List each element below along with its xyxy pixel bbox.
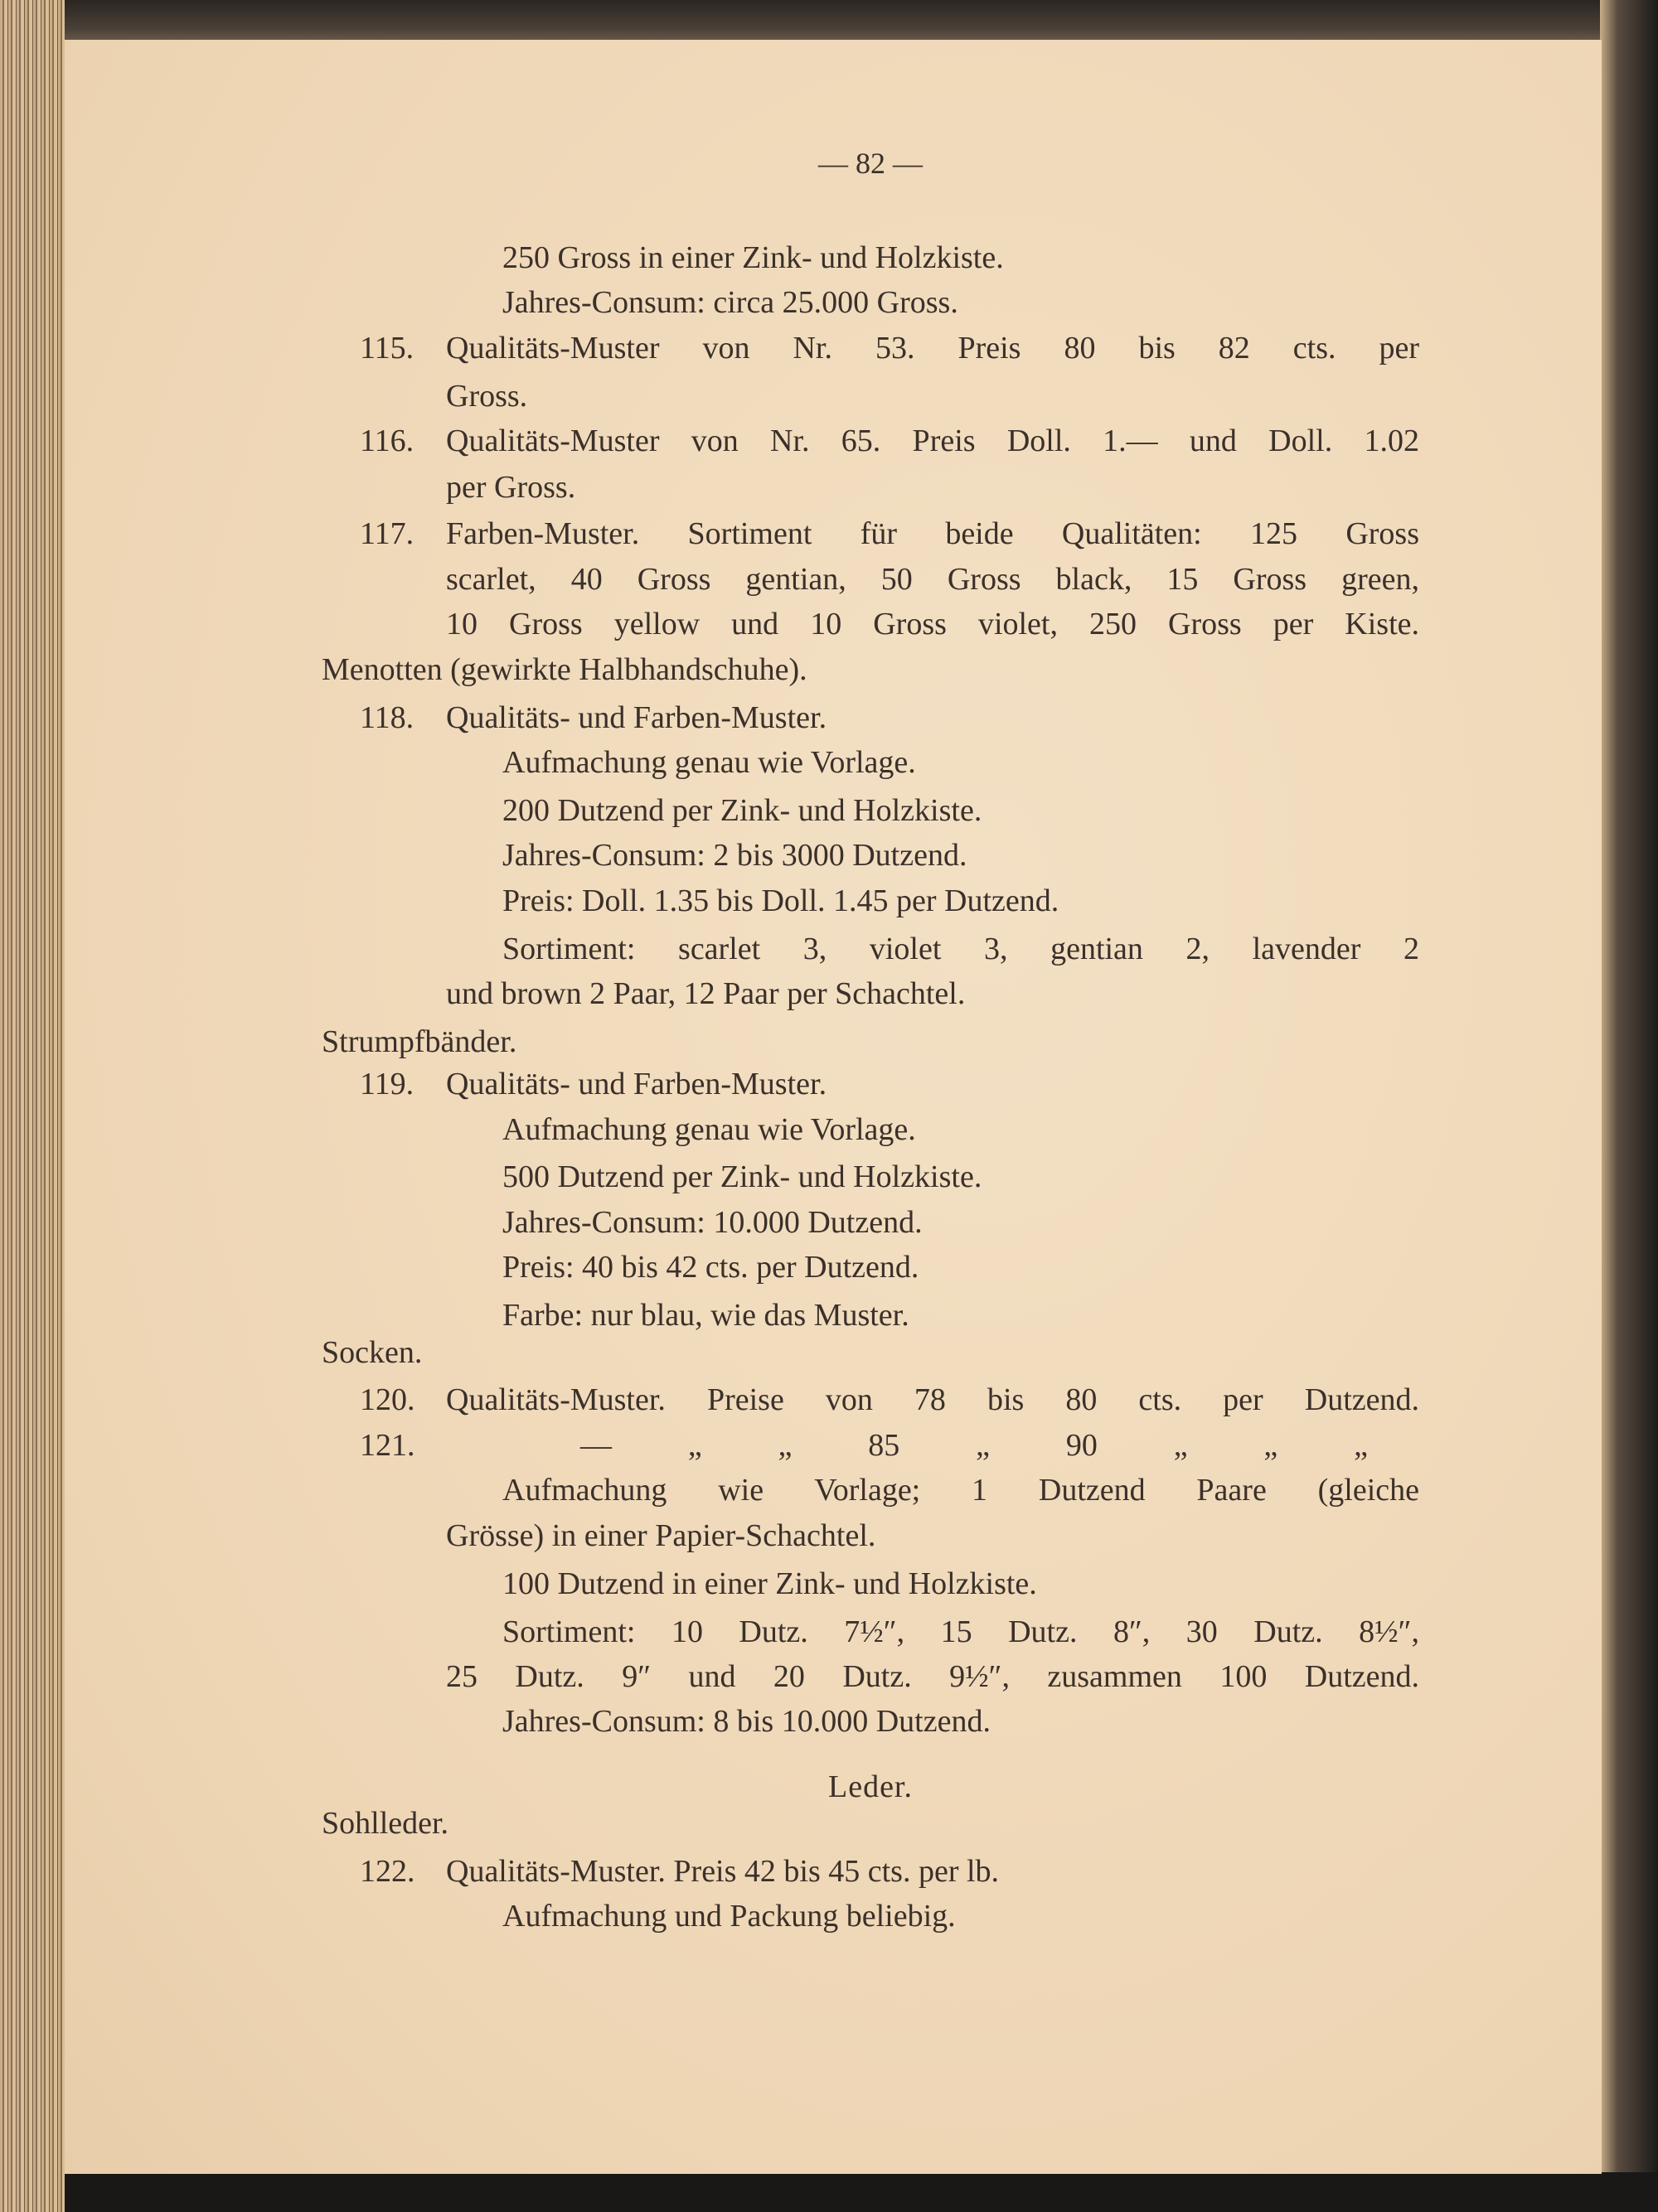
- text-line: Jahres-Consum: circa 25.000 Gross.: [502, 285, 958, 320]
- text-line: 10 Gross yellow und 10 Gross violet, 250 Gross per Kiste.: [446, 607, 1419, 641]
- book-right-edge: [1600, 0, 1658, 2212]
- text-line: 100 Dutzend in einer Zink- und Holzkiste.: [502, 1566, 1037, 1601]
- item-number: 116.: [360, 424, 414, 458]
- text-line: Grösse) in einer Papier-Schachtel.: [446, 1518, 876, 1553]
- text-line: Farbe: nur blau, wie das Muster.: [502, 1298, 909, 1333]
- text-line: Jahres-Consum: 2 bis 3000 Dutzend.: [502, 838, 967, 873]
- ditto-line: — „ „ 85 „ 90 „ „ „: [580, 1428, 1368, 1463]
- text-line: Aufmachung und Packung beliebig.: [502, 1899, 956, 1934]
- item-number: 117.: [360, 516, 414, 551]
- item-number: 118.: [360, 700, 414, 735]
- text-line: 200 Dutzend per Zink- und Holzkiste.: [502, 793, 982, 828]
- section-heading: Strumpfbänder.: [322, 1024, 517, 1059]
- text-line: Qualitäts-Muster von Nr. 53. Preis 80 bis 82 cts. per: [446, 331, 1419, 365]
- text-line: scarlet, 40 Gross gentian, 50 Gross black, 15 Gross green,: [446, 562, 1419, 597]
- text-line: Jahres-Consum: 8 bis 10.000 Dutzend.: [502, 1704, 991, 1739]
- page-number: — 82 —: [818, 147, 923, 180]
- item-number: 121.: [360, 1428, 415, 1463]
- text-line: Gross.: [446, 379, 528, 414]
- book-top-edge: [0, 0, 1658, 41]
- item-number: 119.: [360, 1067, 414, 1101]
- text-line: Sortiment: 10 Dutz. 7½″, 15 Dutz. 8″, 30 Dutz. 8½″,: [502, 1614, 1419, 1649]
- text-line: Qualitäts- und Farben-Muster.: [446, 1067, 827, 1101]
- section-heading: Menotten (gewirkte Halbhandschuhe).: [322, 652, 807, 687]
- text-line: Aufmachung genau wie Vorlage.: [502, 745, 916, 780]
- text-line: Qualitäts-Muster. Preis 42 bis 45 cts. per lb.: [446, 1854, 1000, 1889]
- section-heading: Socken.: [322, 1335, 423, 1370]
- text-line: Preis: 40 bis 42 cts. per Dutzend.: [502, 1250, 919, 1285]
- item-number: 115.: [360, 331, 414, 365]
- text-line: 500 Dutzend per Zink- und Holzkiste.: [502, 1159, 982, 1194]
- text-line: Sortiment: scarlet 3, violet 3, gentian 2, lavender 2: [502, 932, 1419, 966]
- item-number: 122.: [360, 1854, 415, 1889]
- text-line: und brown 2 Paar, 12 Paar per Schachtel.: [446, 976, 966, 1011]
- text-line: 25 Dutz. 9″ und 20 Dutz. 9½″, zusammen 100 Dutzend.: [446, 1659, 1419, 1694]
- text-line: 250 Gross in einer Zink- und Holzkiste.: [502, 240, 1004, 275]
- text-line: Farben-Muster. Sortiment für beide Qualitäten: 125 Gross: [446, 516, 1419, 551]
- chapter-heading: Leder.: [827, 1769, 913, 1804]
- item-number: 120.: [360, 1382, 415, 1417]
- text-line: Qualitäts- und Farben-Muster.: [446, 700, 827, 735]
- text-line: Qualitäts-Muster von Nr. 65. Preis Doll. 1.— und Doll. 1.02: [446, 424, 1419, 458]
- book-binding-edge: [0, 0, 65, 2212]
- section-heading: Sohlleder.: [322, 1806, 449, 1841]
- text-line: Qualitäts-Muster. Preise von 78 bis 80 cts. per Dutzend.: [446, 1382, 1419, 1417]
- text-line: per Gross.: [446, 470, 576, 505]
- scan-bottom-edge: [0, 2172, 1658, 2212]
- text-line: Preis: Doll. 1.35 bis Doll. 1.45 per Dutzend.: [502, 883, 1059, 918]
- text-line: Aufmachung genau wie Vorlage.: [502, 1112, 916, 1147]
- text-line: Aufmachung wie Vorlage; 1 Dutzend Paare (gleiche: [502, 1473, 1419, 1508]
- text-line: Jahres-Consum: 10.000 Dutzend.: [502, 1205, 923, 1240]
